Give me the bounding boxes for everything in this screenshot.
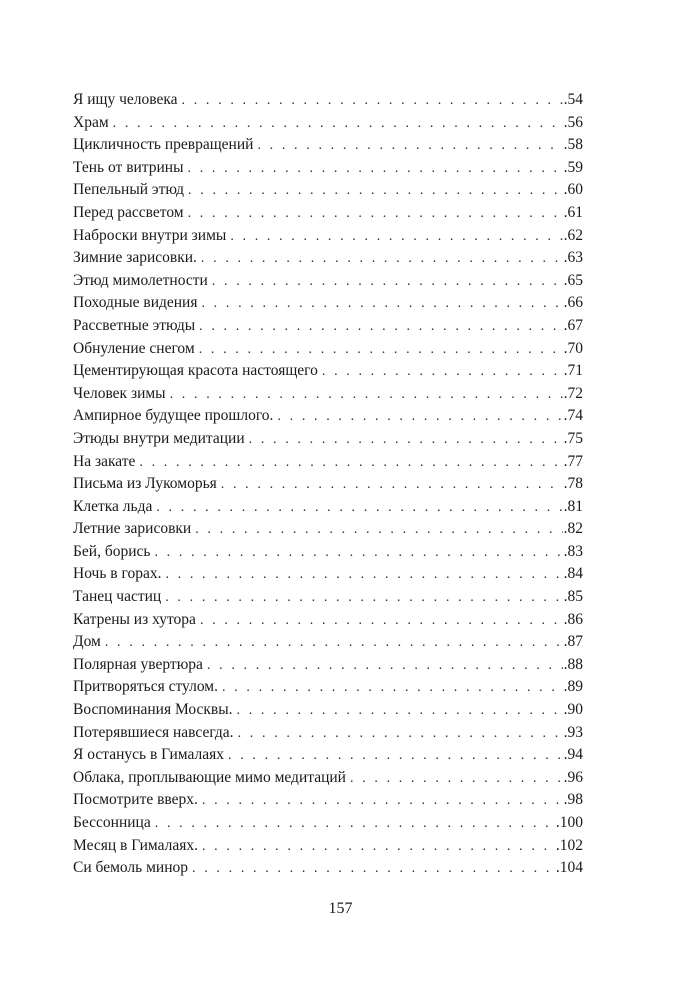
toc-entry-page: .54 bbox=[563, 91, 583, 108]
toc-entry-title: Пепельный этюд bbox=[73, 181, 185, 199]
toc-entry bbox=[73, 89, 583, 112]
toc-entry bbox=[73, 857, 583, 880]
toc-entry bbox=[73, 202, 583, 225]
toc-entry bbox=[73, 225, 583, 248]
toc-entry-page: .60 bbox=[563, 181, 583, 199]
toc-entry-title: Летние зарисовки bbox=[73, 520, 192, 538]
toc-entry-title: Си бемоль минор bbox=[73, 859, 189, 877]
toc-dot-leader bbox=[221, 474, 563, 497]
toc-entry bbox=[73, 134, 583, 157]
toc-dot-leader bbox=[200, 610, 563, 633]
toc-entry-title: Рассветные этюды bbox=[73, 316, 196, 334]
toc-dot-leader bbox=[202, 836, 555, 859]
toc-entry-page: .86 bbox=[563, 610, 583, 628]
toc-entry-page: .75 bbox=[563, 429, 583, 447]
toc-entry bbox=[73, 518, 583, 541]
toc-entry-title: На закате bbox=[73, 452, 136, 470]
toc-entry-title: Письма из Лукоморья bbox=[73, 475, 217, 493]
toc-entry bbox=[73, 496, 583, 519]
toc-entry-title: Тень от витрины bbox=[73, 158, 184, 176]
toc-dot-leader bbox=[113, 113, 563, 136]
toc-dot-leader bbox=[188, 158, 563, 181]
toc-dot-leader bbox=[230, 226, 562, 249]
toc-entry-title: Я ищу человека bbox=[73, 91, 178, 108]
toc-entry-page: .98 bbox=[563, 791, 583, 809]
toc-entry-title: Наброски внутри зимы bbox=[73, 226, 227, 244]
toc-entry-page: .58 bbox=[563, 136, 583, 154]
toc-entry-title: Воспоминания Москвы. bbox=[73, 701, 233, 719]
toc-dot-leader bbox=[202, 790, 563, 813]
toc-entry-page: .100 bbox=[555, 814, 583, 831]
toc-dot-leader bbox=[228, 745, 563, 768]
toc-entry bbox=[73, 157, 583, 180]
toc-entry bbox=[73, 699, 583, 722]
toc-entry-page: .72 bbox=[563, 384, 583, 402]
toc-entry-title: Танец частиц bbox=[73, 588, 162, 606]
toc-entry bbox=[73, 179, 583, 202]
toc-entry-title: Я останусь в Гималаях bbox=[73, 746, 225, 764]
toc-dot-leader bbox=[192, 858, 555, 881]
toc-entry bbox=[73, 473, 583, 496]
toc-entry bbox=[73, 247, 583, 270]
toc-entry-page: .62 bbox=[563, 226, 583, 244]
toc-entry-page: .84 bbox=[563, 565, 583, 583]
toc-dot-leader bbox=[139, 452, 562, 475]
toc-dot-leader bbox=[249, 429, 563, 452]
toc-entry bbox=[73, 812, 583, 835]
toc-dot-leader bbox=[322, 361, 563, 384]
toc-entry-page: .61 bbox=[563, 203, 583, 221]
table-of-contents bbox=[73, 89, 583, 880]
toc-dot-leader bbox=[195, 519, 562, 542]
toc-entry-title: Катрены из хутора bbox=[73, 610, 196, 628]
toc-entry-page: .89 bbox=[563, 678, 583, 696]
toc-entry-page: .83 bbox=[563, 542, 583, 560]
toc-dot-leader bbox=[165, 587, 562, 610]
toc-entry-title: Бей, борись bbox=[73, 542, 151, 560]
toc-entry-title: Месяц в Гималаях. bbox=[73, 836, 198, 854]
toc-entry bbox=[73, 789, 583, 812]
toc-dot-leader bbox=[188, 180, 563, 203]
toc-entry bbox=[73, 383, 583, 406]
toc-dot-leader bbox=[105, 632, 563, 655]
toc-entry-page: .70 bbox=[563, 339, 583, 357]
toc-entry-title: Клетка льда bbox=[73, 497, 153, 515]
toc-entry-page: .102 bbox=[555, 836, 583, 854]
toc-dot-leader bbox=[207, 655, 563, 678]
toc-entry-page: .63 bbox=[563, 249, 583, 267]
toc-entry bbox=[73, 676, 583, 699]
toc-entry bbox=[73, 360, 583, 383]
toc-entry bbox=[73, 586, 583, 609]
toc-entry bbox=[73, 631, 583, 654]
toc-dot-leader bbox=[222, 677, 563, 700]
toc-entry-title: Перед рассветом bbox=[73, 203, 184, 221]
toc-dot-leader bbox=[237, 700, 563, 723]
toc-entry-page: .71 bbox=[563, 362, 583, 380]
toc-entry bbox=[73, 292, 583, 315]
toc-dot-leader bbox=[350, 768, 563, 791]
toc-entry bbox=[73, 541, 583, 564]
toc-entry-page: .93 bbox=[563, 723, 583, 741]
toc-entry bbox=[73, 270, 583, 293]
toc-entry-page: .104 bbox=[555, 859, 583, 877]
toc-entry-page: .88 bbox=[563, 655, 583, 673]
toc-entry-title: Облака, проплывающие мимо медитаций bbox=[73, 768, 346, 786]
toc-entry-title: Цементирующая красота настоящего bbox=[73, 362, 318, 380]
toc-entry-page: .78 bbox=[563, 475, 583, 493]
toc-entry bbox=[73, 654, 583, 677]
toc-entry-title: Бессонница bbox=[73, 814, 151, 831]
toc-entry-page: .82 bbox=[563, 520, 583, 538]
toc-entry-title: Этюды внутри медитации bbox=[73, 429, 245, 447]
toc-dot-leader bbox=[201, 248, 563, 271]
toc-entry bbox=[73, 744, 583, 767]
toc-entry-page: .66 bbox=[563, 294, 583, 312]
toc-entry-title: Посмотрите вверх. bbox=[73, 791, 198, 809]
toc-entry bbox=[73, 405, 583, 428]
toc-entry-page: .94 bbox=[563, 746, 583, 764]
toc-entry-title: Цикличность превращений bbox=[73, 136, 254, 154]
toc-entry-page: .59 bbox=[563, 158, 583, 176]
toc-entry-page: .81 bbox=[563, 497, 583, 515]
toc-dot-leader bbox=[182, 90, 563, 113]
toc-entry bbox=[73, 609, 583, 632]
toc-entry-title: Дом bbox=[73, 633, 101, 651]
toc-entry bbox=[73, 722, 583, 745]
toc-entry bbox=[73, 835, 583, 858]
toc-entry bbox=[73, 451, 583, 474]
toc-entry-page: .56 bbox=[563, 113, 583, 131]
toc-entry-title: Потерявшиеся навсегда. bbox=[73, 723, 234, 741]
toc-entry-page: .96 bbox=[563, 768, 583, 786]
toc-dot-leader bbox=[257, 135, 562, 158]
toc-entry-page: .87 bbox=[563, 633, 583, 651]
toc-dot-leader bbox=[212, 271, 563, 294]
toc-entry-page: .67 bbox=[563, 316, 583, 334]
toc-dot-leader bbox=[165, 564, 562, 587]
toc-entry bbox=[73, 112, 583, 135]
toc-entry bbox=[73, 767, 583, 790]
toc-entry-title: Ночь в горах. bbox=[73, 565, 162, 583]
toc-entry bbox=[73, 338, 583, 361]
toc-entry-title: Полярная увертюра bbox=[73, 655, 203, 673]
toc-entry-title: Ампирное будущее прошлого. bbox=[73, 407, 274, 425]
toc-dot-leader bbox=[154, 542, 562, 565]
toc-entry-title: Зимние зарисовки. bbox=[73, 249, 197, 267]
toc-entry bbox=[73, 428, 583, 451]
toc-entry-page: .74 bbox=[563, 407, 583, 425]
toc-entry-title: Обнуление снегом bbox=[73, 339, 195, 357]
toc-entry-page: .90 bbox=[563, 701, 583, 719]
toc-entry bbox=[73, 563, 583, 586]
toc-entry-title: Храм bbox=[73, 113, 109, 131]
toc-dot-leader bbox=[170, 384, 563, 407]
toc-dot-leader bbox=[199, 316, 563, 339]
toc-entry-title: Этюд мимолетности bbox=[73, 271, 208, 289]
toc-entry-page: .65 bbox=[563, 271, 583, 289]
toc-entry-page: .77 bbox=[563, 452, 583, 470]
toc-dot-leader bbox=[199, 339, 563, 362]
toc-dot-leader bbox=[155, 813, 555, 836]
toc-dot-leader bbox=[238, 723, 563, 746]
page-number: 157 bbox=[328, 900, 353, 917]
toc-entry-title: Походные видения bbox=[73, 294, 198, 312]
toc-entry-title: Притворяться стулом. bbox=[73, 678, 218, 696]
toc-dot-leader bbox=[188, 203, 563, 226]
toc-dot-leader bbox=[201, 293, 562, 316]
toc-entry-title: Человек зимы bbox=[73, 384, 166, 402]
toc-entry bbox=[73, 315, 583, 338]
toc-dot-leader bbox=[277, 406, 562, 429]
toc-entry-page: .85 bbox=[563, 588, 583, 606]
toc-dot-leader bbox=[156, 497, 562, 520]
